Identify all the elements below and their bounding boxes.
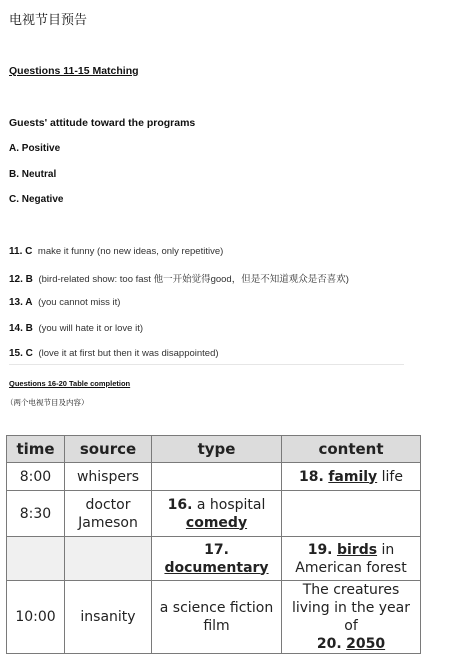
answer-word: birds	[336, 541, 378, 558]
cell-text: a hospital	[192, 496, 266, 513]
table-row	[7, 463, 421, 491]
header-content: content	[282, 436, 421, 463]
answer-word: documentary	[164, 559, 269, 576]
cell-text: Jameson	[78, 514, 138, 531]
question-number: 17.	[204, 541, 229, 558]
section-divider	[9, 364, 404, 365]
matching-prompt: Guests' attitude toward the programs	[9, 117, 196, 129]
table-row	[7, 581, 421, 654]
cell-source: whispers	[65, 463, 152, 491]
table-header-row	[7, 436, 421, 463]
cell-type	[152, 581, 282, 654]
cell-text: life	[377, 468, 403, 485]
cell-content	[282, 463, 421, 491]
cell-source: insanity	[65, 581, 152, 654]
header-type: type	[152, 436, 282, 463]
cell-time: 8:00	[7, 463, 65, 491]
cell-type	[152, 463, 282, 491]
option-a: A. Positive	[9, 143, 61, 154]
answer-number: 11. C	[9, 246, 33, 257]
cell-time	[7, 537, 65, 581]
cell-content	[282, 581, 421, 654]
answer-note: (love it at first but then it was disappointed)	[38, 348, 219, 359]
option-b: B. Neutral	[9, 169, 57, 180]
cell-content	[282, 491, 421, 537]
section-heading-matching: Questions 11-15 Matching	[9, 65, 139, 77]
answer-13	[9, 297, 120, 308]
cell-content	[282, 537, 421, 581]
answer-15	[9, 348, 219, 359]
answer-12	[9, 271, 349, 285]
cell-type	[152, 491, 282, 537]
answer-word: 2050	[346, 636, 386, 652]
cell-text: in	[377, 541, 395, 558]
cell-text: film	[203, 618, 230, 634]
answer-word: comedy	[185, 514, 248, 531]
question-number: 20.	[316, 636, 342, 652]
cell-time: 8:30	[7, 491, 65, 537]
header-source: source	[65, 436, 152, 463]
cell-source	[65, 491, 152, 537]
page-title: 电视节目预告	[9, 12, 88, 27]
answer-word: family	[328, 468, 378, 485]
answer-note: (you cannot miss it)	[38, 297, 121, 308]
cell-text: living in the year of	[291, 600, 411, 634]
program-table	[6, 435, 421, 654]
header-time: time	[7, 436, 65, 463]
answer-number: 15. C	[9, 348, 33, 359]
cell-text: American forest	[295, 559, 407, 576]
table-row	[7, 491, 421, 537]
section-heading-table: Questions 16-20 Table completion	[9, 379, 131, 388]
answer-number: 12. B	[9, 274, 33, 285]
answer-11	[9, 246, 223, 257]
cell-text: doctor	[85, 496, 131, 513]
section-subheading: （两个电视节目及内容）	[6, 398, 89, 407]
question-number: 18.	[299, 468, 324, 485]
answer-14	[9, 323, 143, 334]
answer-number: 13. A	[9, 297, 33, 308]
cell-time: 10:00	[7, 581, 65, 654]
option-c: C. Negative	[9, 194, 64, 205]
answer-note: (you will hate it or love it)	[38, 323, 144, 334]
table-row	[7, 537, 421, 581]
cell-text: The creatures	[302, 582, 400, 598]
question-number: 16.	[167, 496, 193, 513]
cell-type	[152, 537, 282, 581]
answer-note: make it funny (no new ideas, only repetitive)	[37, 246, 224, 257]
answer-number: 14. B	[9, 323, 33, 334]
question-number: 19.	[307, 541, 333, 558]
answer-note: (bird-related show: too fast 他一开始觉得good，但是不知道观众是否喜欢)	[38, 274, 349, 285]
cell-source	[65, 537, 152, 581]
cell-text: a science fiction	[159, 600, 274, 616]
